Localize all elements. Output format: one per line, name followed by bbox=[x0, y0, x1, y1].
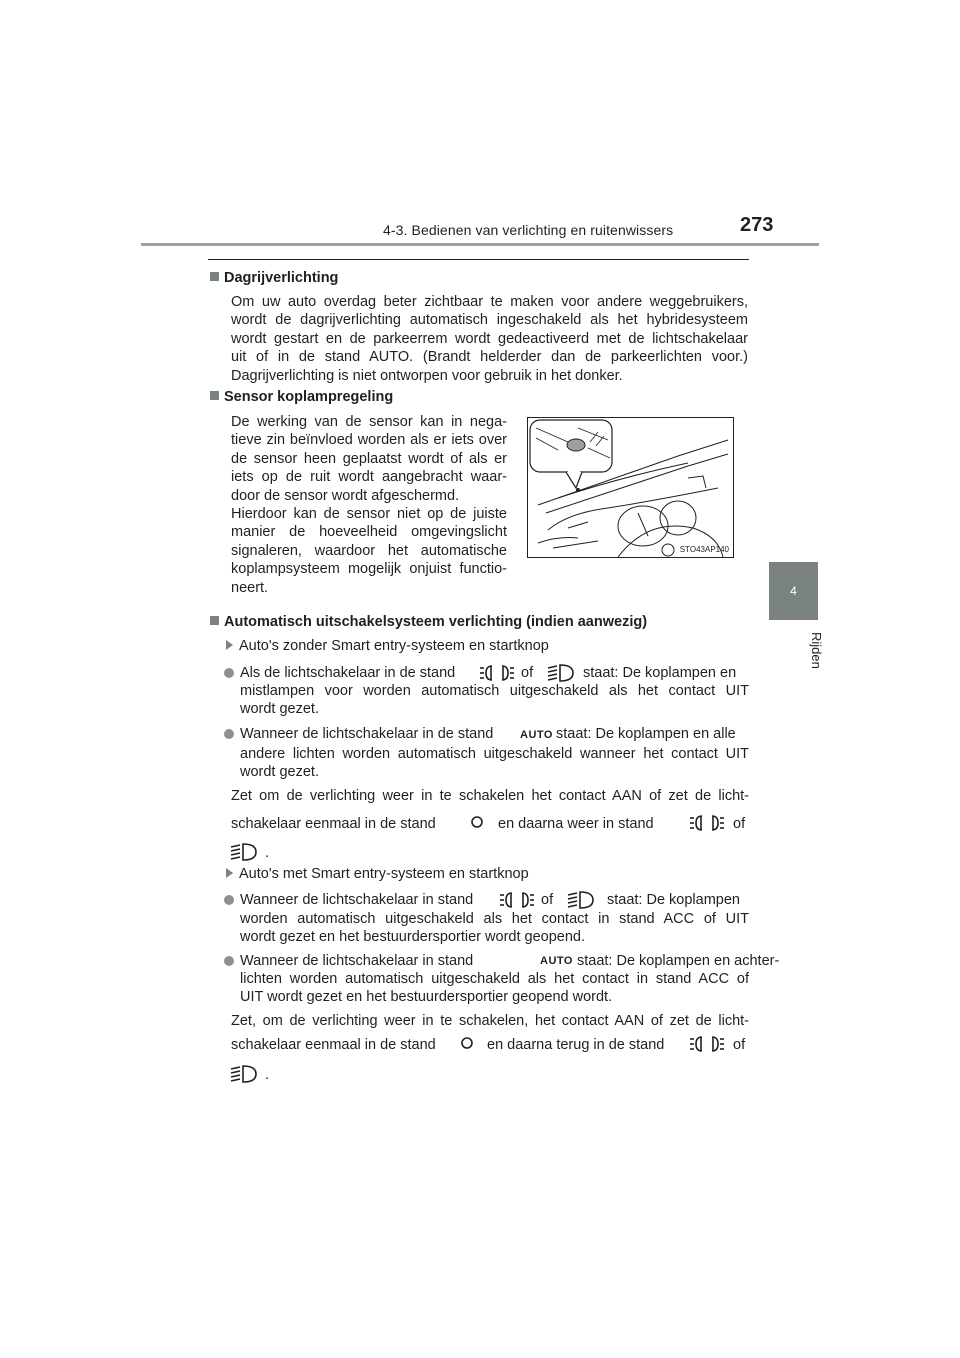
square-bullet-icon bbox=[210, 272, 219, 281]
bullet-dot-3 bbox=[224, 891, 240, 909]
text-line: of bbox=[733, 1037, 746, 1053]
bullet-dot-2 bbox=[224, 725, 240, 743]
text-line: Zet om de verlichting weer in te schakelen het contact AAN of zet de licht- bbox=[231, 788, 749, 804]
bullet-dot-4 bbox=[224, 952, 240, 970]
text-line: worden automatisch uitgeschakeld als het contact in stand ACC of UIT bbox=[240, 911, 749, 927]
sensor-illustration bbox=[527, 417, 734, 558]
chapter-tab: 4 bbox=[769, 562, 818, 620]
subsection-heading-no-smart-entry: Auto's zonder Smart entry-systeem en startknop bbox=[226, 637, 549, 655]
tail-lights-icon bbox=[690, 1033, 724, 1055]
text-line: Om uw auto overdag beter zichtbaar te maken voor andere weggebruikers, bbox=[231, 294, 748, 310]
section-heading-auto-off: Automatisch uitschakelsysteem verlichting (indien aanwezig) bbox=[210, 614, 647, 630]
text-line: schakelaar eenmaal in de stand bbox=[231, 1037, 436, 1053]
text-line: wordt gezet. bbox=[240, 764, 319, 780]
triangle-bullet-icon bbox=[226, 868, 233, 878]
text-line: door de sensor wordt afgeschermd. bbox=[231, 487, 460, 504]
text-line: Zet, om de verlichting weer in te schakelen, het contact AAN of zet de licht- bbox=[231, 1013, 749, 1029]
text-line: neert. bbox=[231, 579, 269, 596]
chapter-title: 4-3. Bedienen van verlichting en ruitenwissers bbox=[383, 222, 674, 238]
dot-bullet-icon bbox=[224, 956, 234, 966]
text-line: of bbox=[733, 816, 746, 832]
square-bullet-icon bbox=[210, 616, 219, 625]
text-line: staat: De koplampen en alle bbox=[556, 726, 736, 742]
text-line: De werking van de sensor kan in nega- bbox=[231, 414, 507, 430]
tail-lights-icon bbox=[500, 889, 534, 911]
square-bullet-icon bbox=[210, 391, 219, 400]
text-line: Hierdoor kan de sensor niet op de juiste bbox=[231, 506, 507, 523]
headlights-icon bbox=[546, 662, 576, 684]
tail-lights-icon bbox=[480, 662, 514, 684]
text-line: Dagrijverlichting is niet ontworpen voor gebruik in het donker. bbox=[231, 367, 623, 384]
text-line: staat: De koplampen bbox=[607, 892, 740, 908]
text-line: . bbox=[265, 845, 270, 861]
headlights-icon bbox=[229, 1063, 259, 1085]
subsection-heading-smart-entry: Auto's met Smart entry-systeem en startknop bbox=[226, 865, 529, 883]
text-line: iets op de ruit wordt aangebracht waar- bbox=[231, 469, 507, 486]
tail-lights-icon bbox=[690, 812, 724, 834]
off-position-icon bbox=[459, 1035, 475, 1051]
illustration-code: STO43AP140 bbox=[679, 545, 729, 554]
dashboard-sensor-drawing bbox=[528, 418, 733, 557]
text-line: uit of in de stand AUTO. (Brandt helderder dan de parkeerlichten voor.) bbox=[231, 349, 748, 366]
sensor-paragraph bbox=[231, 413, 507, 597]
page-number: 273 bbox=[740, 214, 774, 236]
section-heading-drl: Dagrijverlichting bbox=[210, 270, 338, 286]
headlights-icon bbox=[229, 841, 259, 863]
text-line: koplampsysteem mogelijk onjuist functio- bbox=[231, 561, 507, 578]
text-line: Wanneer de lichtschakelaar in stand bbox=[240, 953, 474, 969]
auto-icon: AUTO bbox=[520, 729, 553, 741]
dot-bullet-icon bbox=[224, 668, 234, 678]
triangle-bullet-icon bbox=[226, 640, 233, 650]
auto-icon: AUTO bbox=[540, 955, 573, 967]
text-line: schakelaar eenmaal in de stand bbox=[231, 816, 436, 832]
text-line: wordt gestart en de parkeerrem wordt gedeactiveerd met de lichtschakelaar bbox=[231, 330, 748, 347]
text-line: of bbox=[521, 665, 534, 681]
section-divider bbox=[208, 259, 749, 260]
dot-bullet-icon bbox=[224, 729, 234, 739]
text-line: tieve zin beïnvloed worden als er iets over bbox=[231, 432, 507, 449]
header-divider bbox=[141, 243, 819, 246]
text-line: UIT wordt gezet en het bestuurdersportier geopend wordt. bbox=[240, 989, 613, 1005]
text-line: de sensor heen geplaatst wordt of als er bbox=[231, 450, 507, 467]
text-line: Wanneer de lichtschakelaar in de stand bbox=[240, 726, 494, 742]
text-line: Als de lichtschakelaar in de stand bbox=[240, 665, 456, 681]
headlights-icon bbox=[566, 889, 596, 911]
bullet-dot-1 bbox=[224, 664, 240, 682]
dot-bullet-icon bbox=[224, 895, 234, 905]
text-line: Wanneer de lichtschakelaar in stand bbox=[240, 892, 474, 908]
off-position-icon bbox=[469, 814, 485, 830]
chapter-tab-label: Rijden bbox=[809, 632, 824, 669]
text-line: andere lichten worden automatisch uitgeschakeld wanneer het contact UIT bbox=[240, 746, 749, 762]
text-line: staat: De koplampen en bbox=[583, 665, 737, 681]
text-line: wordt gezet en het bestuurdersportier wordt geopend. bbox=[240, 929, 585, 945]
text-line: signaleren, waardoor het automatische bbox=[231, 542, 507, 559]
text-line: . bbox=[265, 1067, 270, 1083]
text-line: mistlampen voor worden automatisch uitgeschakeld als het contact UIT bbox=[240, 683, 749, 699]
text-line: of bbox=[541, 892, 554, 908]
text-line: lichten worden automatisch uitgeschakeld als het contact in stand ACC of bbox=[240, 971, 749, 987]
section-heading-sensor: Sensor koplampregeling bbox=[210, 389, 393, 405]
text-line: wordt de dagrijverlichting automatisch ingeschakeld als het hybridesysteem bbox=[231, 312, 748, 329]
text-line: wordt gezet. bbox=[240, 701, 319, 717]
text-line: manier de hoeveelheid omgevingslicht bbox=[231, 524, 507, 541]
text-line: en daarna weer in stand bbox=[498, 816, 654, 832]
text-line: en daarna terug in de stand bbox=[487, 1037, 665, 1053]
drl-paragraph bbox=[231, 293, 748, 385]
text-line: staat: De koplampen en achter- bbox=[577, 953, 780, 969]
